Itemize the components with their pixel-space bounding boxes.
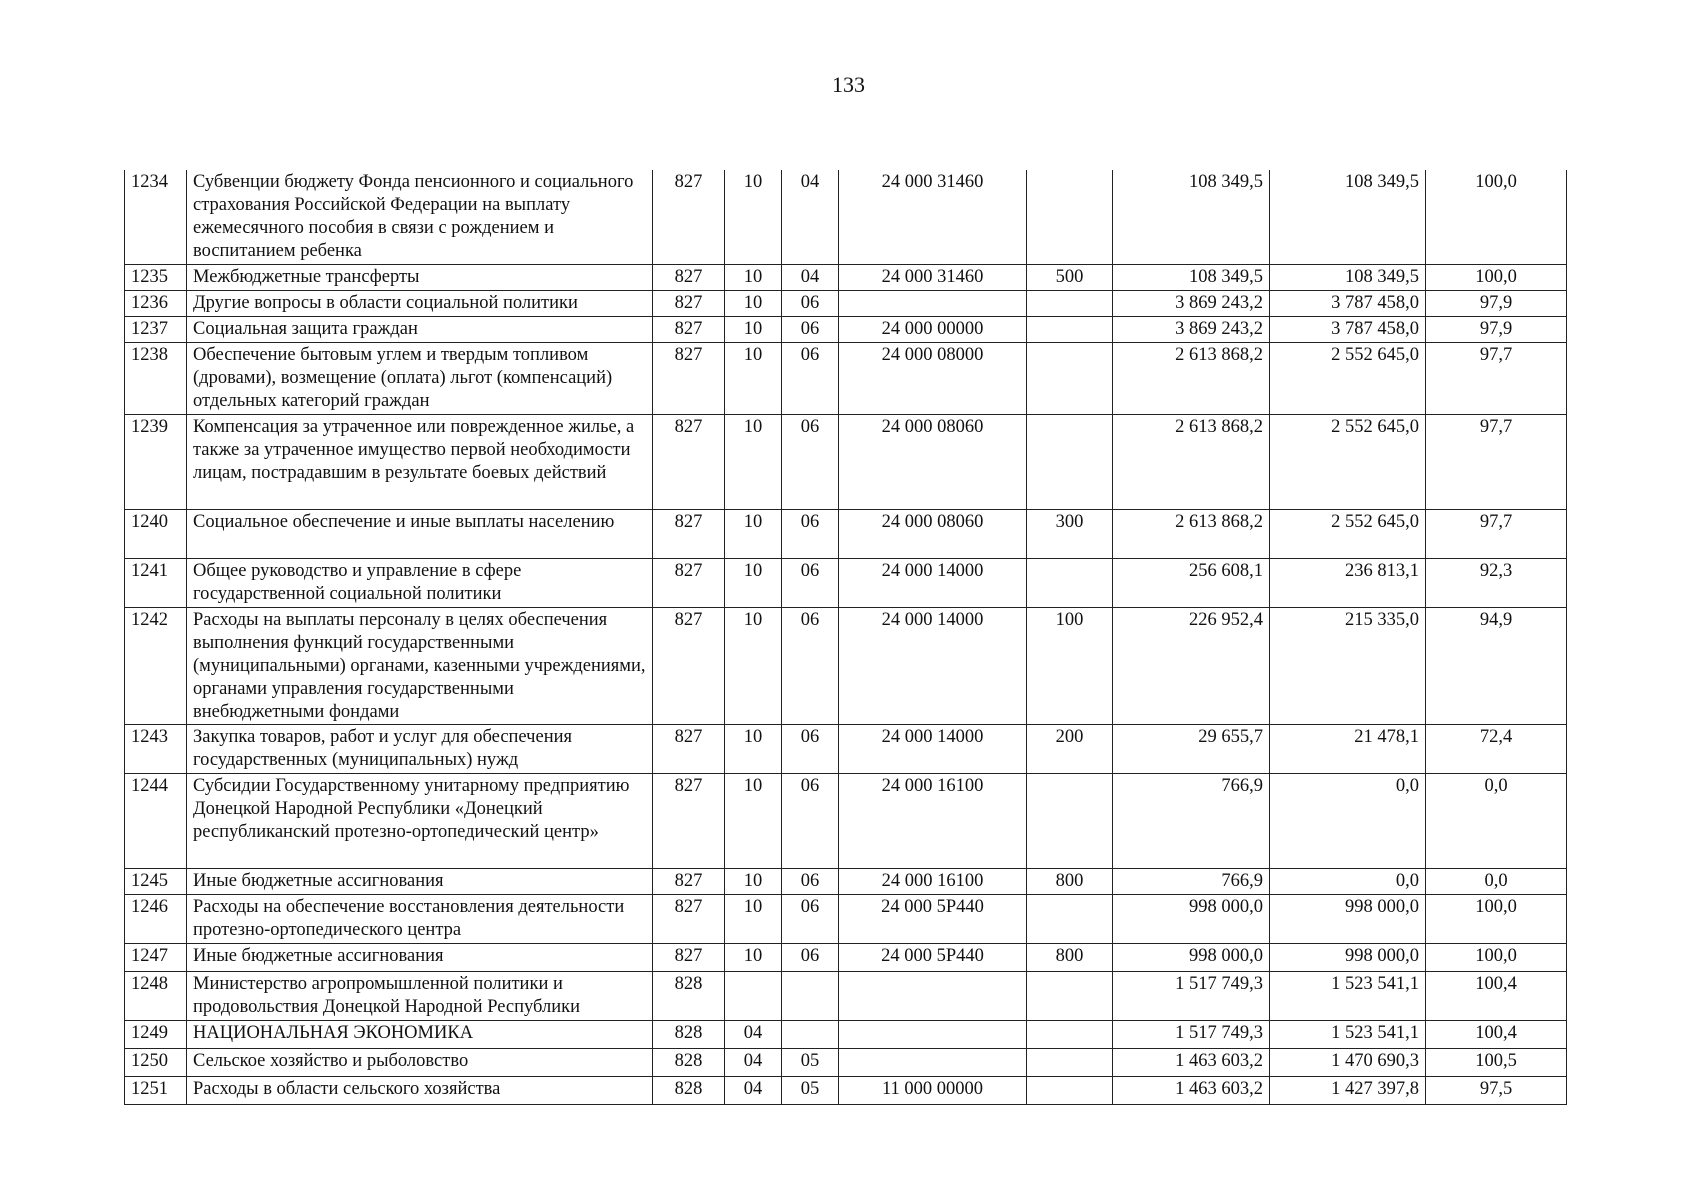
row-number: 1245 — [125, 869, 187, 895]
row-percent: 72,4 — [1426, 725, 1567, 774]
row-section-code: 10 — [725, 869, 782, 895]
row-name: Компенсация за утраченное или поврежденное жилье, а также за утраченное имущество первой необходимости лицам, пострадавшим в результате боевых действий — [187, 415, 653, 510]
row-name: Субвенции бюджету Фонда пенсионного и социального страхования Российской Федерации на выплату ежемесячного пособия в связи с рождением и воспитанием ребенка — [187, 170, 653, 265]
budget-table — [124, 170, 1567, 1105]
row-percent: 100,0 — [1426, 895, 1567, 944]
row-name: Общее руководство и управление в сфере государственной социальной политики — [187, 559, 653, 608]
row-number: 1238 — [125, 343, 187, 415]
row-plan-amount: 3 869 243,2 — [1113, 291, 1270, 317]
row-section-code: 10 — [725, 170, 782, 265]
row-number: 1251 — [125, 1077, 187, 1105]
row-target-article: 24 000 00000 — [839, 317, 1027, 343]
table-row — [125, 559, 1567, 608]
row-target-article — [839, 972, 1027, 1021]
row-subsection-code: 06 — [782, 559, 839, 608]
table-row — [125, 317, 1567, 343]
row-actual-amount: 2 552 645,0 — [1270, 510, 1426, 559]
row-ved-code: 827 — [653, 608, 725, 725]
row-target-article: 24 000 14000 — [839, 559, 1027, 608]
row-subsection-code — [782, 972, 839, 1021]
row-subsection-code: 05 — [782, 1049, 839, 1077]
row-target-article: 24 000 14000 — [839, 608, 1027, 725]
table-row — [125, 265, 1567, 291]
table-row — [125, 972, 1567, 1021]
row-name: Иные бюджетные ассигнования — [187, 944, 653, 972]
row-section-code: 10 — [725, 895, 782, 944]
row-number: 1236 — [125, 291, 187, 317]
row-subsection-code: 06 — [782, 608, 839, 725]
row-number: 1242 — [125, 608, 187, 725]
row-percent: 100,5 — [1426, 1049, 1567, 1077]
row-actual-amount: 215 335,0 — [1270, 608, 1426, 725]
row-subsection-code: 06 — [782, 291, 839, 317]
row-expense-type — [1027, 415, 1113, 510]
row-percent: 92,3 — [1426, 559, 1567, 608]
row-plan-amount: 256 608,1 — [1113, 559, 1270, 608]
row-ved-code: 827 — [653, 869, 725, 895]
table-row — [125, 774, 1567, 869]
row-target-article: 24 000 31460 — [839, 265, 1027, 291]
row-section-code: 04 — [725, 1077, 782, 1105]
row-subsection-code: 06 — [782, 415, 839, 510]
row-plan-amount: 29 655,7 — [1113, 725, 1270, 774]
row-actual-amount: 21 478,1 — [1270, 725, 1426, 774]
row-percent: 97,9 — [1426, 291, 1567, 317]
row-actual-amount: 2 552 645,0 — [1270, 415, 1426, 510]
row-percent: 100,4 — [1426, 1021, 1567, 1049]
row-section-code — [725, 972, 782, 1021]
row-expense-type — [1027, 317, 1113, 343]
row-actual-amount: 236 813,1 — [1270, 559, 1426, 608]
row-name: Субсидии Государственному унитарному предприятию Донецкой Народной Республики «Донецкий республиканский протезно-ортопедический центр» — [187, 774, 653, 869]
row-ved-code: 828 — [653, 1021, 725, 1049]
table-row — [125, 170, 1567, 265]
row-target-article: 11 000 00000 — [839, 1077, 1027, 1105]
row-name: Расходы на обеспечение восстановления деятельности протезно-ортопедического центра — [187, 895, 653, 944]
row-percent: 97,7 — [1426, 510, 1567, 559]
row-ved-code: 827 — [653, 510, 725, 559]
page-number: 133 — [832, 72, 865, 97]
row-number: 1240 — [125, 510, 187, 559]
row-name: Другие вопросы в области социальной политики — [187, 291, 653, 317]
row-target-article: 24 000 08060 — [839, 415, 1027, 510]
row-ved-code: 827 — [653, 559, 725, 608]
row-actual-amount: 1 523 541,1 — [1270, 972, 1426, 1021]
row-subsection-code: 06 — [782, 317, 839, 343]
row-ved-code: 827 — [653, 317, 725, 343]
row-target-article: 24 000 14000 — [839, 725, 1027, 774]
row-plan-amount: 766,9 — [1113, 869, 1270, 895]
row-actual-amount: 3 787 458,0 — [1270, 317, 1426, 343]
row-section-code: 10 — [725, 725, 782, 774]
row-name: Сельское хозяйство и рыболовство — [187, 1049, 653, 1077]
row-section-code: 04 — [725, 1049, 782, 1077]
row-expense-type — [1027, 343, 1113, 415]
row-expense-type — [1027, 1049, 1113, 1077]
row-name: Министерство агропромышленной политики и продовольствия Донецкой Народной Республики — [187, 972, 653, 1021]
row-plan-amount: 998 000,0 — [1113, 895, 1270, 944]
row-name: Социальное обеспечение и иные выплаты населению — [187, 510, 653, 559]
row-expense-type — [1027, 291, 1113, 317]
row-number: 1234 — [125, 170, 187, 265]
row-actual-amount: 1 427 397,8 — [1270, 1077, 1426, 1105]
row-percent: 97,7 — [1426, 415, 1567, 510]
row-section-code: 10 — [725, 291, 782, 317]
row-name: Социальная защита граждан — [187, 317, 653, 343]
row-expense-type: 800 — [1027, 869, 1113, 895]
row-plan-amount: 108 349,5 — [1113, 170, 1270, 265]
row-section-code: 10 — [725, 343, 782, 415]
row-name: Иные бюджетные ассигнования — [187, 869, 653, 895]
row-ved-code: 827 — [653, 944, 725, 972]
row-expense-type — [1027, 1021, 1113, 1049]
row-section-code: 04 — [725, 1021, 782, 1049]
row-section-code: 10 — [725, 608, 782, 725]
row-target-article: 24 000 16100 — [839, 869, 1027, 895]
row-name: Расходы на выплаты персоналу в целях обеспечения выполнения функций государственными (муниципальными) органами, казенными учреждениями, органами управления государственными внебюджетными фондами — [187, 608, 653, 725]
row-expense-type — [1027, 559, 1113, 608]
row-plan-amount: 226 952,4 — [1113, 608, 1270, 725]
row-percent: 100,4 — [1426, 972, 1567, 1021]
row-subsection-code: 04 — [782, 265, 839, 291]
table-row — [125, 291, 1567, 317]
row-ved-code: 828 — [653, 972, 725, 1021]
row-target-article — [839, 291, 1027, 317]
row-plan-amount: 766,9 — [1113, 774, 1270, 869]
row-actual-amount: 0,0 — [1270, 869, 1426, 895]
row-plan-amount: 1 463 603,2 — [1113, 1049, 1270, 1077]
row-subsection-code: 06 — [782, 510, 839, 559]
row-ved-code: 827 — [653, 415, 725, 510]
row-section-code: 10 — [725, 317, 782, 343]
row-percent: 97,5 — [1426, 1077, 1567, 1105]
row-subsection-code: 06 — [782, 869, 839, 895]
row-number: 1239 — [125, 415, 187, 510]
table-row — [125, 895, 1567, 944]
table-row — [125, 944, 1567, 972]
row-ved-code: 827 — [653, 895, 725, 944]
row-subsection-code: 06 — [782, 774, 839, 869]
row-subsection-code: 06 — [782, 944, 839, 972]
row-actual-amount: 3 787 458,0 — [1270, 291, 1426, 317]
row-number: 1247 — [125, 944, 187, 972]
row-name: Расходы в области сельского хозяйства — [187, 1077, 653, 1105]
row-subsection-code — [782, 1021, 839, 1049]
row-target-article — [839, 1049, 1027, 1077]
row-plan-amount: 3 869 243,2 — [1113, 317, 1270, 343]
row-expense-type — [1027, 1077, 1113, 1105]
row-actual-amount: 0,0 — [1270, 774, 1426, 869]
row-target-article: 24 000 5Р440 — [839, 944, 1027, 972]
row-ved-code: 827 — [653, 170, 725, 265]
row-percent: 0,0 — [1426, 774, 1567, 869]
row-ved-code: 827 — [653, 725, 725, 774]
row-target-article: 24 000 16100 — [839, 774, 1027, 869]
row-target-article — [839, 1021, 1027, 1049]
row-percent: 97,9 — [1426, 317, 1567, 343]
row-ved-code: 827 — [653, 343, 725, 415]
row-target-article: 24 000 08000 — [839, 343, 1027, 415]
row-target-article: 24 000 08060 — [839, 510, 1027, 559]
table-row — [125, 869, 1567, 895]
row-expense-type — [1027, 972, 1113, 1021]
table-row — [125, 608, 1567, 725]
row-number: 1235 — [125, 265, 187, 291]
row-section-code: 10 — [725, 265, 782, 291]
row-number: 1243 — [125, 725, 187, 774]
row-expense-type: 300 — [1027, 510, 1113, 559]
row-plan-amount: 998 000,0 — [1113, 944, 1270, 972]
table-row — [125, 343, 1567, 415]
row-ved-code: 828 — [653, 1077, 725, 1105]
row-number: 1249 — [125, 1021, 187, 1049]
row-actual-amount: 108 349,5 — [1270, 265, 1426, 291]
table-row — [125, 1049, 1567, 1077]
row-percent: 100,0 — [1426, 944, 1567, 972]
row-percent: 0,0 — [1426, 869, 1567, 895]
row-plan-amount: 108 349,5 — [1113, 265, 1270, 291]
row-number: 1241 — [125, 559, 187, 608]
row-subsection-code: 05 — [782, 1077, 839, 1105]
row-number: 1244 — [125, 774, 187, 869]
row-subsection-code: 06 — [782, 895, 839, 944]
row-percent: 100,0 — [1426, 265, 1567, 291]
row-name: НАЦИОНАЛЬНАЯ ЭКОНОМИКА — [187, 1021, 653, 1049]
table-row — [125, 725, 1567, 774]
row-plan-amount: 1 517 749,3 — [1113, 1021, 1270, 1049]
row-expense-type: 800 — [1027, 944, 1113, 972]
row-subsection-code: 06 — [782, 343, 839, 415]
table-row — [125, 510, 1567, 559]
row-section-code: 10 — [725, 774, 782, 869]
row-number: 1246 — [125, 895, 187, 944]
row-number: 1248 — [125, 972, 187, 1021]
row-percent: 94,9 — [1426, 608, 1567, 725]
row-expense-type — [1027, 895, 1113, 944]
row-actual-amount: 998 000,0 — [1270, 944, 1426, 972]
row-subsection-code: 06 — [782, 725, 839, 774]
table-row — [125, 415, 1567, 510]
row-actual-amount: 1 470 690,3 — [1270, 1049, 1426, 1077]
row-plan-amount: 2 613 868,2 — [1113, 415, 1270, 510]
row-name: Закупка товаров, работ и услуг для обеспечения государственных (муниципальных) нужд — [187, 725, 653, 774]
row-section-code: 10 — [725, 415, 782, 510]
row-plan-amount: 2 613 868,2 — [1113, 510, 1270, 559]
row-target-article: 24 000 31460 — [839, 170, 1027, 265]
row-name: Межбюджетные трансферты — [187, 265, 653, 291]
row-ved-code: 827 — [653, 265, 725, 291]
row-percent: 97,7 — [1426, 343, 1567, 415]
row-section-code: 10 — [725, 510, 782, 559]
row-expense-type: 200 — [1027, 725, 1113, 774]
row-plan-amount: 1 463 603,2 — [1113, 1077, 1270, 1105]
row-number: 1237 — [125, 317, 187, 343]
row-target-article: 24 000 5Р440 — [839, 895, 1027, 944]
row-actual-amount: 2 552 645,0 — [1270, 343, 1426, 415]
row-section-code: 10 — [725, 559, 782, 608]
row-percent: 100,0 — [1426, 170, 1567, 265]
row-expense-type: 500 — [1027, 265, 1113, 291]
row-number: 1250 — [125, 1049, 187, 1077]
table-row — [125, 1021, 1567, 1049]
row-actual-amount: 1 523 541,1 — [1270, 1021, 1426, 1049]
row-ved-code: 828 — [653, 1049, 725, 1077]
table-row — [125, 1077, 1567, 1105]
row-actual-amount: 998 000,0 — [1270, 895, 1426, 944]
row-plan-amount: 2 613 868,2 — [1113, 343, 1270, 415]
row-expense-type: 100 — [1027, 608, 1113, 725]
row-name: Обеспечение бытовым углем и твердым топливом (дровами), возмещение (оплата) льгот (компенсаций) отдельных категорий граждан — [187, 343, 653, 415]
row-expense-type — [1027, 170, 1113, 265]
row-actual-amount: 108 349,5 — [1270, 170, 1426, 265]
row-ved-code: 827 — [653, 291, 725, 317]
row-plan-amount: 1 517 749,3 — [1113, 972, 1270, 1021]
row-expense-type — [1027, 774, 1113, 869]
row-section-code: 10 — [725, 944, 782, 972]
row-ved-code: 827 — [653, 774, 725, 869]
row-subsection-code: 04 — [782, 170, 839, 265]
